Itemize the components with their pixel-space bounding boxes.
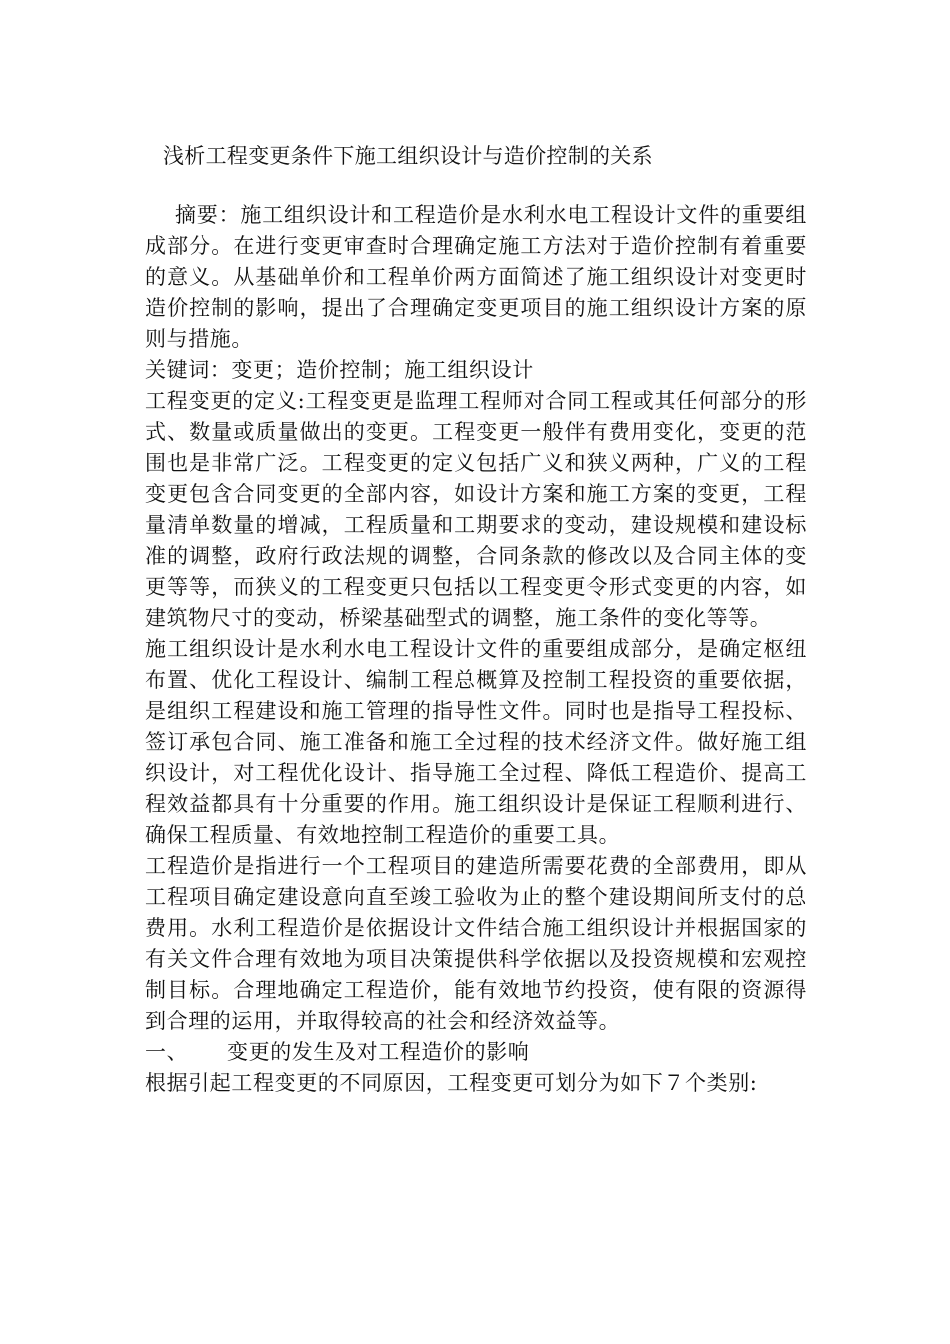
body-paragraph-categories: 根据引起工程变更的不同原因，工程变更可划分为如下７个类别: bbox=[145, 1071, 758, 1095]
section-number: 一、 bbox=[145, 1040, 189, 1064]
section-heading-1 bbox=[145, 1037, 807, 1068]
section-title: 变更的发生及对工程造价的影响 bbox=[227, 1040, 530, 1064]
document-page bbox=[145, 138, 807, 1099]
document-title: 浅析工程变更条件下施工组织设计与造价控制的关系 bbox=[163, 144, 653, 168]
keywords-line: 关键词：变更；造价控制；施工组织设计 bbox=[145, 358, 534, 382]
body-paragraph-definition: 工程变更的定义:工程变更是监理工程师对合同工程或其任何部分的形式、数量或质量做出的变更。工程变更一般伴有费用变化，变更的范围也是非常广泛。工程变更的定义包括广义和狭义两种，广义的工程变更包含合同变更的全部内容，如设计方案和施工方案的变更，工程量清单数量的增减，工程质量和工期要求的变动，建设规模和建设标准的调整，政府行政法规的调整，合同条款的修改以及合同主体的变更等等，而狭义的工程变更只包括以工程变更令形式变更的内容，如建筑物尺寸的变动，桥梁基础型式的调整，施工条件的变化等等。 bbox=[145, 389, 807, 630]
body-paragraph-construction-design: 施工组织设计是水利水电工程设计文件的重要组成部分，是确定枢纽布置、优化工程设计、编制工程总概算及控制工程投资的重要依据，是组织工程建设和施工管理的指导性文件。同时也是指导工程投标、签订承包合同、施工准备和施工全过程的技术经济文件。做好施工组织设计，对工程优化设计、指导施工全过程、降低工程造价、提高工程效益都具有十分重要的作用。施工组织设计是保证工程顺利进行、确保工程质量、有效地控制工程造价的重要工具。 bbox=[145, 637, 807, 847]
body-paragraph-project-cost: 工程造价是指进行一个工程项目的建造所需要花费的全部费用，即从工程项目确定建设意向直至竣工验收为止的整个建设期间所支付的总费用。水利工程造价是依据设计文件结合施工组织设计并根据国家的有关文件合理有效地为项目决策提供科学依据以及投资规模和宏观控制目标。合理地确定工程造价，能有效地节约投资，使有限的资源得到合理的运用，并取得较高的社会和经济效益等。 bbox=[145, 854, 807, 1033]
abstract-paragraph: 摘要：施工组织设计和工程造价是水利水电工程设计文件的重要组成部分。在进行变更审查时合理确定施工方法对于造价控制有着重要的意义。从基础单价和工程单价两方面简述了施工组织设计对变更时造价控制的影响，提出了合理确定变更项目的施工组织设计方案的原则与措施。 bbox=[145, 203, 807, 351]
